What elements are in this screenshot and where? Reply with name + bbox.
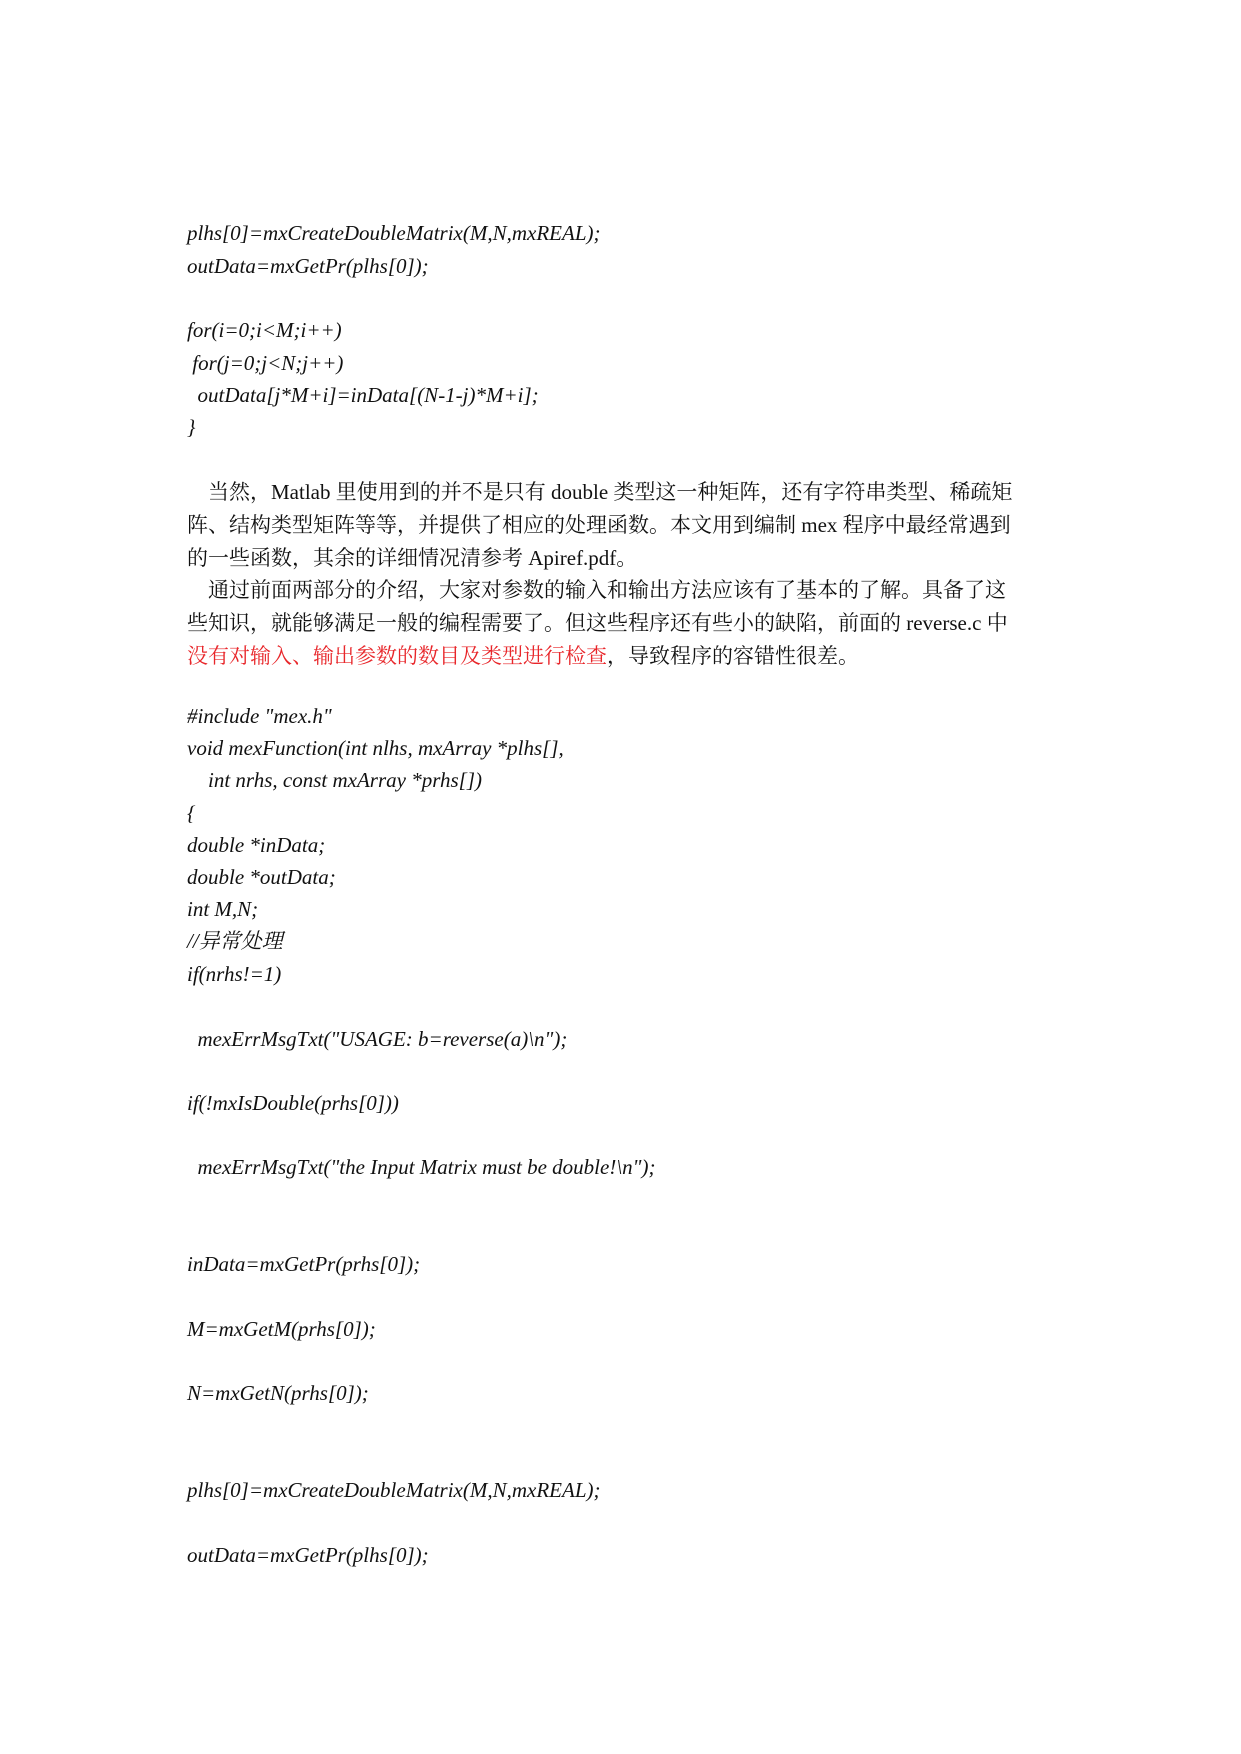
paragraph-1-line-2: 阵、结构类型矩阵等等，并提供了相应的处理函数。本文用到编制 mex 程序中最经常遇到 [187,513,1011,537]
code-line: outData=mxGetPr(plhs[0]); [187,254,429,278]
code-line: if(!mxIsDouble(prhs[0])) [187,1091,399,1115]
code-line: } [187,415,196,439]
code-line: #include "mex.h" [187,704,332,728]
code-line: mexErrMsgTxt("the Input Matrix must be double!\n"); [187,1155,656,1179]
code-line: for(i=0;i<M;i++) [187,318,342,342]
code-line: plhs[0]=mxCreateDoubleMatrix(M,N,mxREAL); [187,221,601,245]
code-line: inData=mxGetPr(prhs[0]); [187,1252,421,1276]
code-line: plhs[0]=mxCreateDoubleMatrix(M,N,mxREAL); [187,1478,601,1502]
code-line: outData[j*M+i]=inData[(N-1-j)*M+i]; [187,383,539,407]
code-line: outData=mxGetPr(plhs[0]); [187,1543,429,1567]
highlighted-text: 没有对输入、输出参数的数目及类型进行检查 [187,644,607,668]
paragraph-1-line-3: 的一些函数，其余的详细情况清参考 Apiref.pdf。 [187,546,638,570]
code-line: N=mxGetN(prhs[0]); [187,1381,369,1405]
code-line: double *inData; [187,833,326,857]
code-line: { [187,801,196,825]
code-line: for(j=0;j<N;j++) [187,351,344,375]
code-line: int nrhs, const mxArray *prhs[]) [187,768,482,792]
paragraph-text: ，导致程序的容错性很差。 [607,644,859,668]
code-line: mexErrMsgTxt("USAGE: b=reverse(a)\n"); [187,1027,568,1051]
code-line: if(nrhs!=1) [187,962,282,986]
paragraph-1-line-1: 当然，Matlab 里使用到的并不是只有 double 类型这一种矩阵，还有字符串类型、稀疏矩 [187,480,1013,504]
paragraph-2-line-2: 些知识，就能够满足一般的编程需要了。但这些程序还有些小的缺陷，前面的 reverse.c 中 [187,611,1008,635]
code-comment: //异常处理 [187,929,283,953]
code-line: M=mxGetM(prhs[0]); [187,1317,376,1341]
code-line: double *outData; [187,865,336,889]
paragraph-2-line-3 [187,640,1057,673]
paragraph-2-line-1: 通过前面两部分的介绍，大家对参数的输入和输出方法应该有了基本的了解。具备了这 [187,578,1006,602]
code-line: int M,N; [187,897,259,921]
code-line: void mexFunction(int nlhs, mxArray *plhs[], [187,736,564,760]
